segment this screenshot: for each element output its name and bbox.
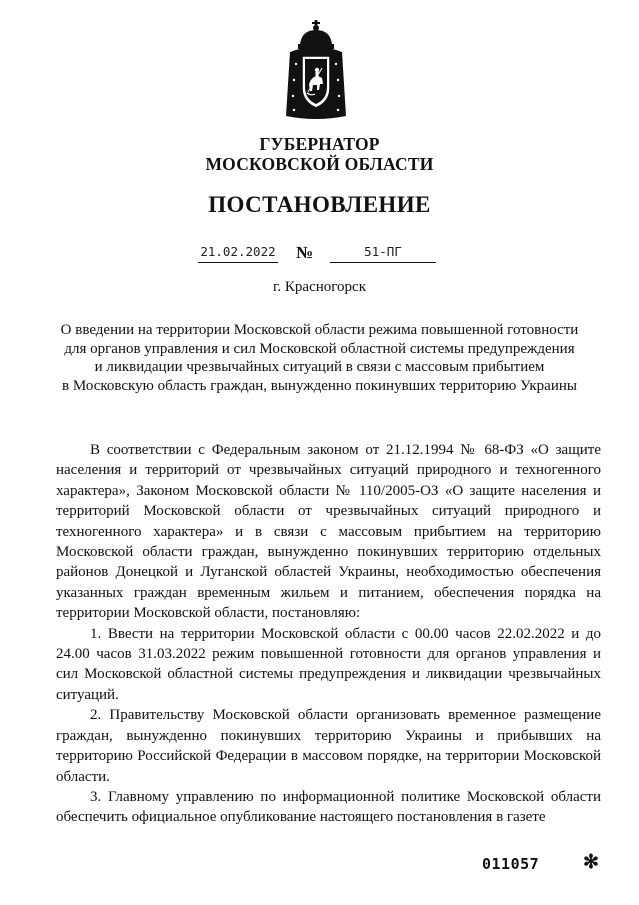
number-sign: № [296, 243, 314, 262]
clause-paragraph: 3. Главному управлению по информационной политике Московской области обеспечить официальное опубликование настоящего постановления в газете [56, 788, 601, 826]
org-name-line1: ГУБЕРНАТОР [259, 134, 380, 154]
registration-line [0, 242, 639, 266]
title-line: О введении на территории Московской области режима повышенной готовности [60, 322, 579, 338]
document-date: 21.02.2022 [198, 242, 278, 263]
clause-paragraph: 1. Ввести на территории Московской области с 00.00 часов 22.02.2022 и до 24.00 часов 31.03.2022 режим повышенной готовности для органов управления и сил Московской областной системы предупреждения и ликвидации чрезвычайных ситуаций. [56, 625, 601, 703]
title-line: и ликвидации чрезвычайных ситуаций в связи с массовым прибытием [94, 359, 545, 375]
form-serial-number: 011057 [482, 855, 540, 873]
clause-paragraph: 2. Правительству Московской области организовать временное размещение граждан, вынужденно покинувших территорию Украины и прибывших на территорию Российской Федерации в массовом порядке, на территории Московской области. [56, 707, 601, 785]
document-body [56, 440, 601, 828]
document-number: 51-ПГ [330, 242, 436, 263]
asterisk-mark-icon: ✻ [583, 852, 599, 873]
title-line: для органов управления и сил Московской областной системы предупреждения [64, 340, 575, 357]
org-name-line2: МОСКОВСКОЙ ОБЛАСТИ [205, 154, 434, 174]
coat-of-arms-emblem [282, 18, 350, 122]
preamble-paragraph: В соответствии с Федеральным законом от 21.12.1994 № 68-ФЗ «О защите населения и территорий от чрезвычайных ситуаций природного и техногенного характера», Законом Московской области № 110/2005-ОЗ «О защите населения и территорий Московской области от чрезвычайных ситуаций природного и техногенного характера» и в связи с массовым прибытием на территорию Московской области граждан, вынужденно покинувших территорию отдельных районов Донецкой и Луганской областей Украины, необходимостью обеспечения указанных граждан временным жильем и питанием, обеспечения порядка на территории Московской области, постановляю: [56, 442, 601, 622]
document-title [40, 321, 599, 395]
document-type: ПОСТАНОВЛЕНИЕ [208, 192, 431, 217]
title-line: в Московскую область граждан, вынужденно покинувших территорию Украины [62, 377, 577, 394]
place-of-issue: г. Красногорск [272, 279, 367, 295]
